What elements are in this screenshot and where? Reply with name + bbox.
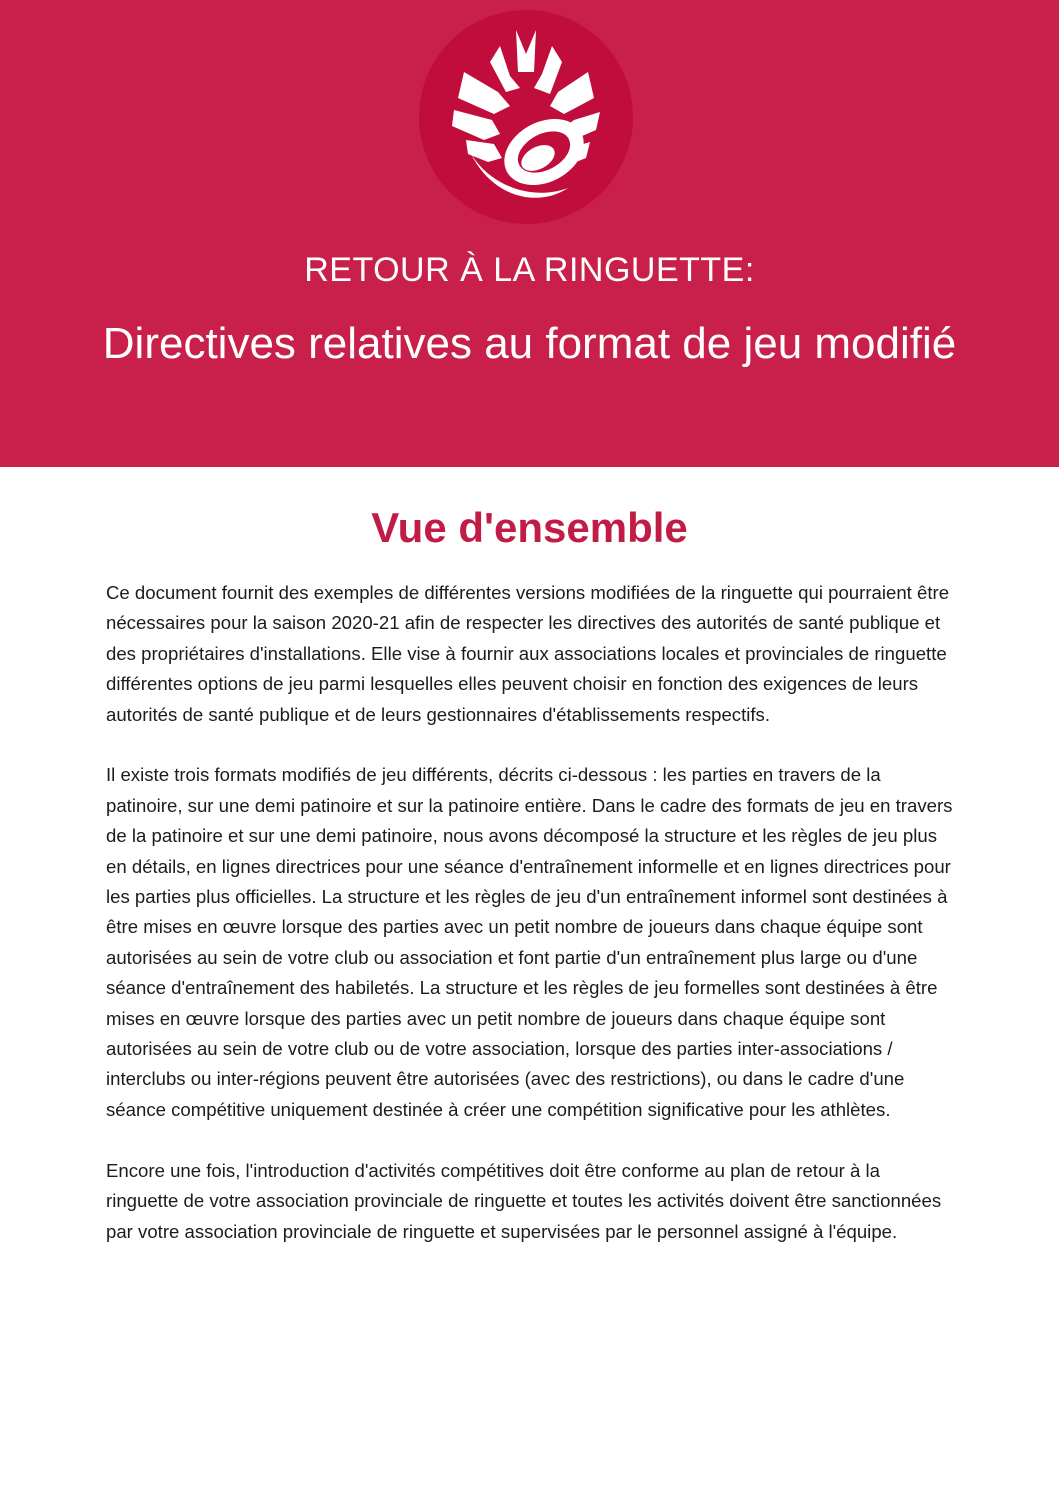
header-kicker: RETOUR À LA RINGUETTE: <box>304 251 755 289</box>
paragraph-reminder: Encore une fois, l'introduction d'activités compétitives doit être conforme au plan de retour à la ringuette de votre association provinciale de ringuette et toutes les activités doivent être sanctionnées par votre association provinciale de ringuette et supervisées par le personnel assigné à l'équipe. <box>106 1159 942 1242</box>
paragraph-intro: Ce document fournit des exemples de différentes versions modifiées de la ringuette qui pourraient être nécessaires pour la saison 2020-21 afin de respecter les directives des autorités de santé publique et des propriétaires d'installations. Elle vise à fournir aux associations locales et provinciales de ringuette différentes options de jeu parmi lesquelles elles peuvent choisir en fonction des exigences de leurs autorités de santé publique et de leurs gestionnaires d'établissements respectifs. <box>106 582 950 725</box>
section-body <box>106 578 956 1277</box>
page-title: Directives relatives au format de jeu modifié <box>102 319 957 368</box>
header-banner <box>0 0 1059 467</box>
ringette-maple-leaf-logo-icon <box>418 2 634 232</box>
section-heading: Vue d'ensemble <box>371 504 688 551</box>
paragraph-formats: Il existe trois formats modifiés de jeu différents, décrits ci-dessous : les parties en travers de la patinoire, sur une demi patinoire et sur la patinoire entière. Dans le cadre des formats de jeu en travers de la patinoire et sur une demi patinoire, nous avons décomposé la structure et les règles de jeu plus en détails, en lignes directrices pour une séance d'entraînement informelle et en lignes directrices pour les parties plus officielles. La structure et les règles de jeu d'un entraînement informel sont destinées à être mises en œuvre lorsque des parties avec un petit nombre de joueurs dans chaque équipe sont autorisées au sein de votre club ou association et font partie d'un entraînement plus large ou d'une séance d'entraînement des habiletés. La structure et les règles de jeu formelles sont destinées à être mises en œuvre lorsque des parties avec un petit nombre de joueurs dans chaque équipe sont autorisées au sein de votre club ou de votre association, lorsque des parties inter-associations / interclubs ou inter-régions peuvent être autorisées (avec des restrictions), ou dans le cadre d'une séance compétitive uniquement destinée à créer une compétition significative pour les athlètes. <box>106 764 953 1120</box>
